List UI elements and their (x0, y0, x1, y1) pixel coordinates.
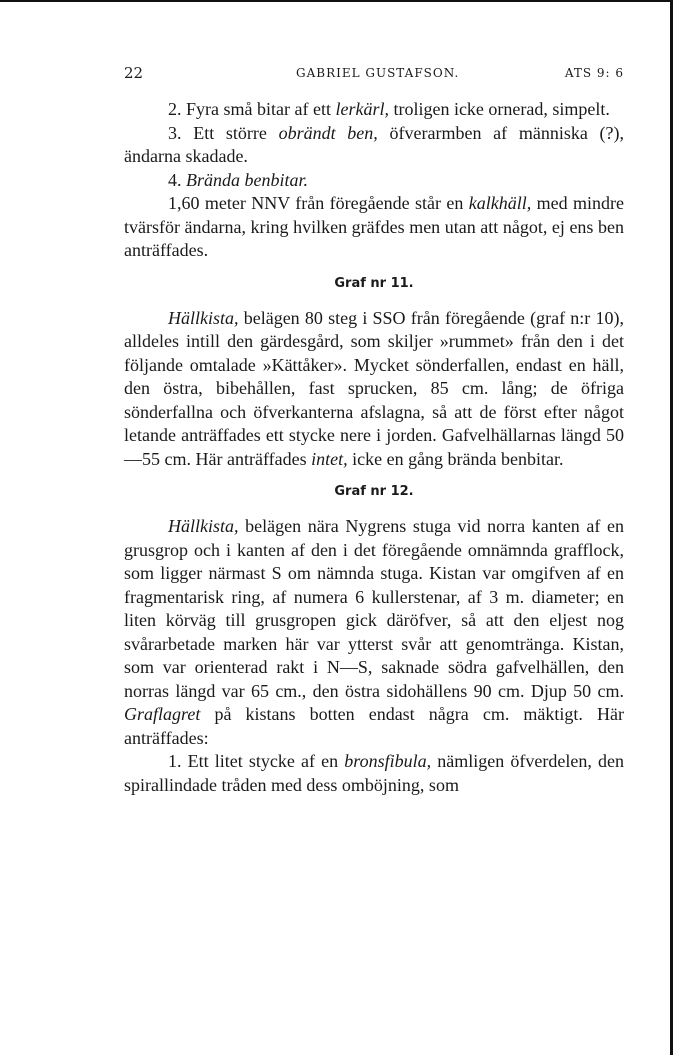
page-header (124, 66, 624, 86)
item-3: 3. Ett större obrändt ben, öfverarmben af människa (?), ändarna skadade. (124, 122, 624, 166)
paragraph-graf-11: Hällkista, belägen 80 steg i SSO från föregående (graf n:r 10), alldeles intill den gärdesgård, som skiljer »rummet» från den i det följande omtalade »Kättåker». Mycket sönderfallen, endast en häll, den östra, bibehållen, fast sprucken, 85 cm. lång; de öfriga sönderfallna och öfverkanterna afslagna, så att de först efter något letande anträffades ett stycke nere i jorden. Gafvelhällarnas längd 50—55 cm. Här anträffades intet, icke en gång brända benbitar. (124, 307, 624, 469)
series-code: ATS 9: 6 (564, 66, 624, 80)
item-4: 4. Brända benbitar. (168, 169, 309, 190)
page-number: 22 (124, 64, 144, 82)
graf-12-item-1: 1. Ett litet stycke af en bronsfibula, nämligen öfverdelen, den spirallindade tråden med dess omböjning, som (124, 751, 624, 795)
paragraph-graf-12: Hällkista, belägen nära Nygrens stuga vid norra kanten af en grusgrop och i kanten af den i det föregående omnämnda grafflock, som ligger närmast S om nämnda stuga. Kistan var omgifven af en fragmentarisk ring, af numera 6 kullerstenar, af 3 m. diameter; en liten körväg till grusgropen gick däröfver, så att den eljest nog svårarbetade marken här var ytterst svår att genomtränga. Kistan, som var orienterad rakt i N—S, saknade södra gafvelhällen, den norras längd var 65 cm., den östra sidohällens 90 cm. Djup 50 cm. Graflagret på kistans botten endast några cm. mäktigt. Här anträffades: (124, 516, 624, 748)
section-heading-graf-11: Graf nr 11. (334, 275, 414, 291)
paragraph-kalkhall: 1,60 meter NNV från föregående står en kalkhäll, med mindre tvärsför ändarna, kring hvilken gräfdes men utan att något, ej ens ben anträffades. (124, 193, 624, 260)
section-heading-graf-12: Graf nr 12. (334, 484, 414, 499)
item-2: 2. Fyra små bitar af ett lerkärl, troligen icke ornerad, simpelt. (168, 99, 610, 119)
running-head: GABRIEL GUSTAFSON. (296, 66, 460, 80)
scan-border-top (0, 0, 672, 2)
scan-border-right (670, 0, 673, 1055)
page-body (124, 98, 624, 797)
